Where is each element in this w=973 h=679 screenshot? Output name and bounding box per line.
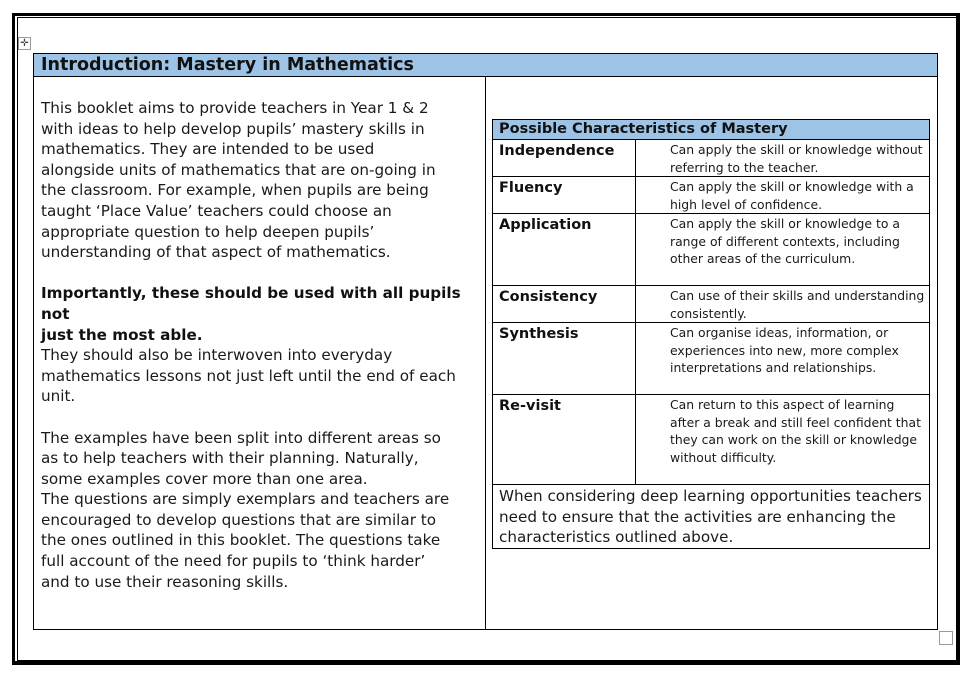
text-line: just the most able. — [41, 325, 203, 344]
mastery-term: Fluency — [493, 177, 636, 213]
mastery-description: Can apply the skill or knowledge to a range of different contexts, including other areas of the curriculum. — [670, 216, 900, 266]
text-line: taught ‘Place Value’ teachers could choose an — [41, 201, 392, 220]
text-line: They should also be interwoven into everyday — [41, 346, 393, 365]
text-line: and to use their reasoning skills. — [41, 572, 289, 591]
table-resize-handle[interactable] — [939, 631, 953, 645]
text-line: appropriate question to help deepen pupils’ — [41, 222, 375, 241]
column-divider — [485, 77, 486, 629]
mastery-description: Can apply the skill or knowledge without referring to the teacher. — [670, 142, 923, 175]
mastery-term: Consistency — [493, 286, 636, 322]
text-line: with ideas to help develop pupils’ mastery skills in — [41, 119, 425, 138]
intro-table — [33, 53, 938, 630]
mastery-description: Can apply the skill or knowledge with a high level of confidence. — [670, 179, 914, 212]
text-line: as to help teachers with their planning. Naturally, — [41, 449, 419, 468]
table-row — [493, 214, 929, 286]
mastery-term: Independence — [493, 140, 636, 176]
examples-paragraph — [41, 428, 481, 593]
mastery-description: Can use of their skills and understanding consistently. — [670, 288, 925, 321]
mastery-term: Synthesis — [493, 323, 636, 394]
mastery-table-footer: When considering deep learning opportunities teachers need to ensure that the activities are enhancing the characteristics outlined above. — [499, 487, 922, 547]
mastery-term: Application — [493, 214, 636, 285]
intro-paragraph — [41, 98, 481, 263]
mastery-table-header: Possible Characteristics of Mastery — [493, 120, 929, 140]
text-line: mathematics. They are intended to be used — [41, 140, 375, 159]
interwoven-paragraph — [41, 345, 481, 407]
text-line: alongside units of mathematics that are on-going in — [41, 160, 436, 179]
text-line: the ones outlined in this booklet. The questions take — [41, 531, 441, 550]
table-row — [493, 286, 929, 323]
text-line: mathematics lessons not just left until the end of each — [41, 366, 456, 385]
text-line: understanding of that aspect of mathematics. — [41, 243, 391, 262]
text-line: encouraged to develop questions that are similar to — [41, 510, 437, 529]
mastery-characteristics-table — [492, 119, 930, 549]
text-line: Importantly, these should be used with all pupils not — [41, 284, 461, 323]
important-note — [41, 283, 481, 345]
page-title: Introduction: Mastery in Mathematics — [34, 54, 937, 77]
text-line: This booklet aims to provide teachers in Year 1 & 2 — [41, 99, 429, 117]
text-line: The examples have been split into different areas so — [41, 428, 441, 447]
text-line: the classroom. For example, when pupils are being — [41, 181, 429, 200]
table-row — [493, 140, 929, 177]
table-row — [493, 177, 929, 214]
text-line: some examples cover more than one area. — [41, 469, 368, 488]
text-line: unit. — [41, 387, 76, 406]
table-move-handle-icon[interactable]: ✛ — [18, 37, 31, 50]
mastery-term: Re-visit — [493, 395, 636, 484]
table-row — [493, 395, 929, 485]
mastery-description: Can return to this aspect of learning after a break and still feel confident that they can work on the skill or knowledge without difficulty. — [670, 397, 921, 465]
text-line: full account of the need for pupils to ‘think harder’ — [41, 552, 426, 571]
mastery-description: Can organise ideas, information, or experiences into new, more complex interpretations and relationships. — [670, 325, 899, 375]
text-line: The questions are simply exemplars and teachers are — [41, 490, 450, 509]
table-row — [493, 323, 929, 395]
intro-text-column — [41, 98, 481, 592]
